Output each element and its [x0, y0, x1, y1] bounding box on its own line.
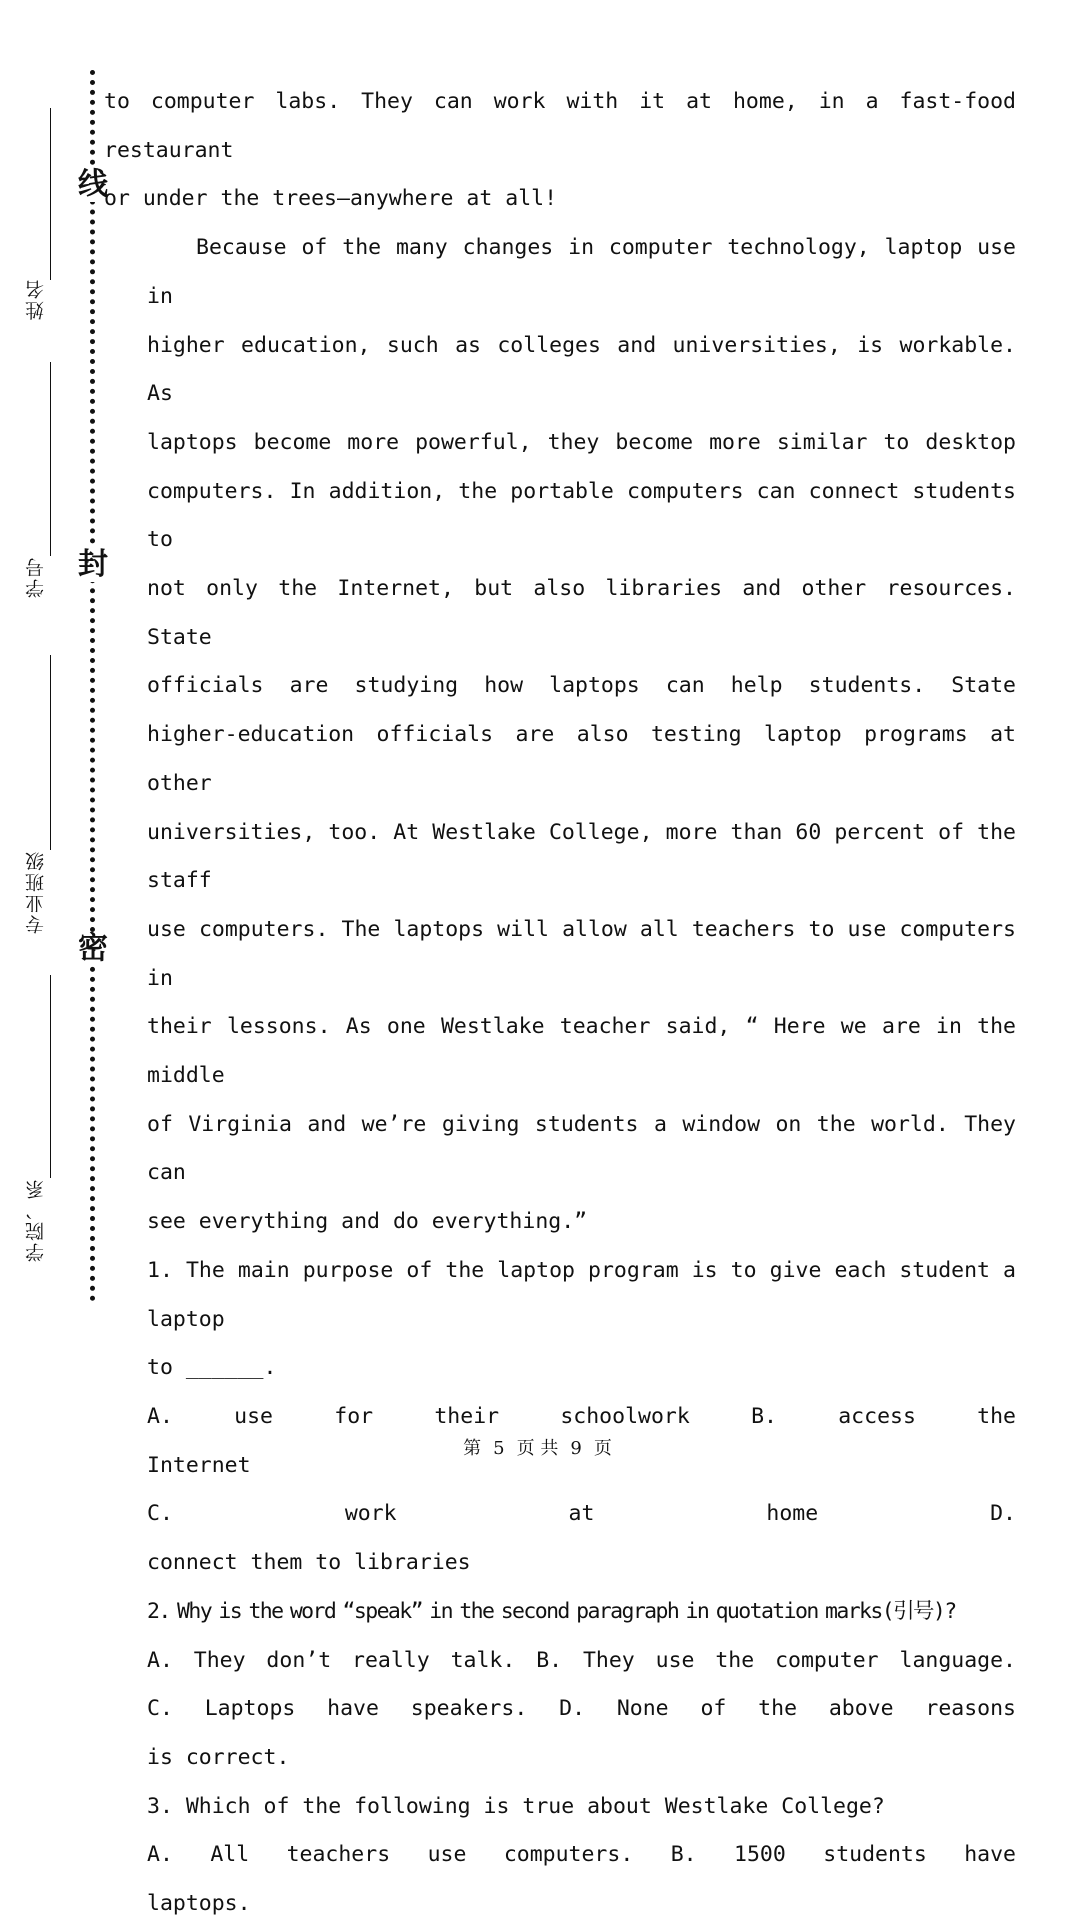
question-1-stem-cont: to ______. [147, 1355, 277, 1381]
footer-middle: 页 共 [516, 1438, 559, 1459]
page-content [104, 78, 1016, 1929]
question-1-option-d: D. [990, 1501, 1016, 1527]
passage-line: their lessons. As one Westlake teacher said, “ Here we are in the middle [147, 1014, 1016, 1089]
student-id-field-line [50, 362, 51, 556]
question-1-option-d-cont: connect them to libraries [147, 1550, 471, 1576]
question-2-options-row [147, 1685, 1016, 1734]
footer-suffix: 页 [593, 1438, 612, 1459]
question-1-option-b: B. access the [751, 1403, 1016, 1429]
footer-total-pages: 9 [570, 1438, 582, 1459]
question-2-option-d: D. None of the above reasons [559, 1696, 1017, 1722]
seal-char-seal: 封 [78, 547, 108, 582]
page-footer [0, 1434, 1075, 1460]
question-2-option-c: C. Laptops have speakers. [147, 1696, 528, 1722]
passage-line: laptops become more powerful, they become more similar to desktop [147, 429, 1016, 455]
passage-paragraph [104, 224, 1016, 1929]
question-2-stem: 2. Why is the word “speak” in the second paragraph in quotation marks(引号)? [147, 1598, 956, 1624]
passage-line: Because of the many changes in computer technology, laptop use in [147, 235, 1016, 309]
question-3-option-b-cont: laptops. [147, 1891, 251, 1917]
passage-line: higher education, such as colleges and universities, is workable. As [147, 332, 1016, 407]
passage-line: universities, too. At Westlake College, more than 60 percent of the staff [147, 819, 1016, 894]
passage-line: of Virginia and we’re giving students a window on the world. They can [147, 1111, 1016, 1186]
seal-char-secret: 密 [78, 931, 108, 966]
name-field-line [50, 108, 51, 280]
seal-char-line: 线 [78, 167, 108, 202]
passage-line: to computer labs. They can work with it at home, in a fast-food restaurant [104, 89, 1016, 163]
question-2-option-b: B. They use the computer language. [536, 1647, 1016, 1673]
question-1-option-c: C. work at home [147, 1501, 819, 1527]
question-3-option-b: B. 1500 students have [670, 1842, 1017, 1868]
department-field-line [50, 975, 51, 1178]
question-2-option-a: A. They don’t really talk. [147, 1647, 516, 1673]
passage-line: use computers. The laptops will allow all teachers to use computers in [147, 916, 1016, 991]
question-1-option-a: A. use for their schoolwork [147, 1403, 690, 1429]
passage-line: computers. In addition, the portable computers can connect students to [147, 478, 1016, 553]
question-3-option-a: A. All teachers use computers. [147, 1842, 634, 1868]
question-2-options-row [147, 1637, 1016, 1686]
passage-line: officials are studying how laptops can help students. State [147, 673, 1016, 699]
student-id-field-label: 学号 [25, 556, 47, 598]
name-field-label: 姓名 [25, 278, 47, 320]
passage-line: or under the trees—anywhere at all! [104, 186, 558, 212]
question-1-option-b-cont: Internet [147, 1452, 251, 1478]
footer-prefix: 第 [463, 1438, 482, 1459]
passage-line: see everything and do everything.” [147, 1209, 588, 1235]
question-3-stem: 3. Which of the following is true about Westlake College? [147, 1793, 885, 1819]
footer-page-number: 5 [493, 1438, 505, 1459]
passage-line: higher-education officials are also testing laptop programs at other [147, 722, 1016, 796]
question-3-options-row [147, 1831, 1016, 1880]
seal-dotted-line [90, 70, 95, 1302]
passage-line: not only the Internet, but also libraries and other resources. State [147, 576, 1016, 650]
class-field-label: 专业班级 [25, 850, 47, 934]
question-2-option-d-cont: is correct. [147, 1744, 290, 1770]
department-field-label: 学院、系 [25, 1178, 47, 1262]
class-field-line [50, 655, 51, 850]
question-1-options-row [147, 1490, 1016, 1539]
question-1-stem: 1. The main purpose of the laptop program is to give each student a laptop [147, 1257, 1016, 1332]
